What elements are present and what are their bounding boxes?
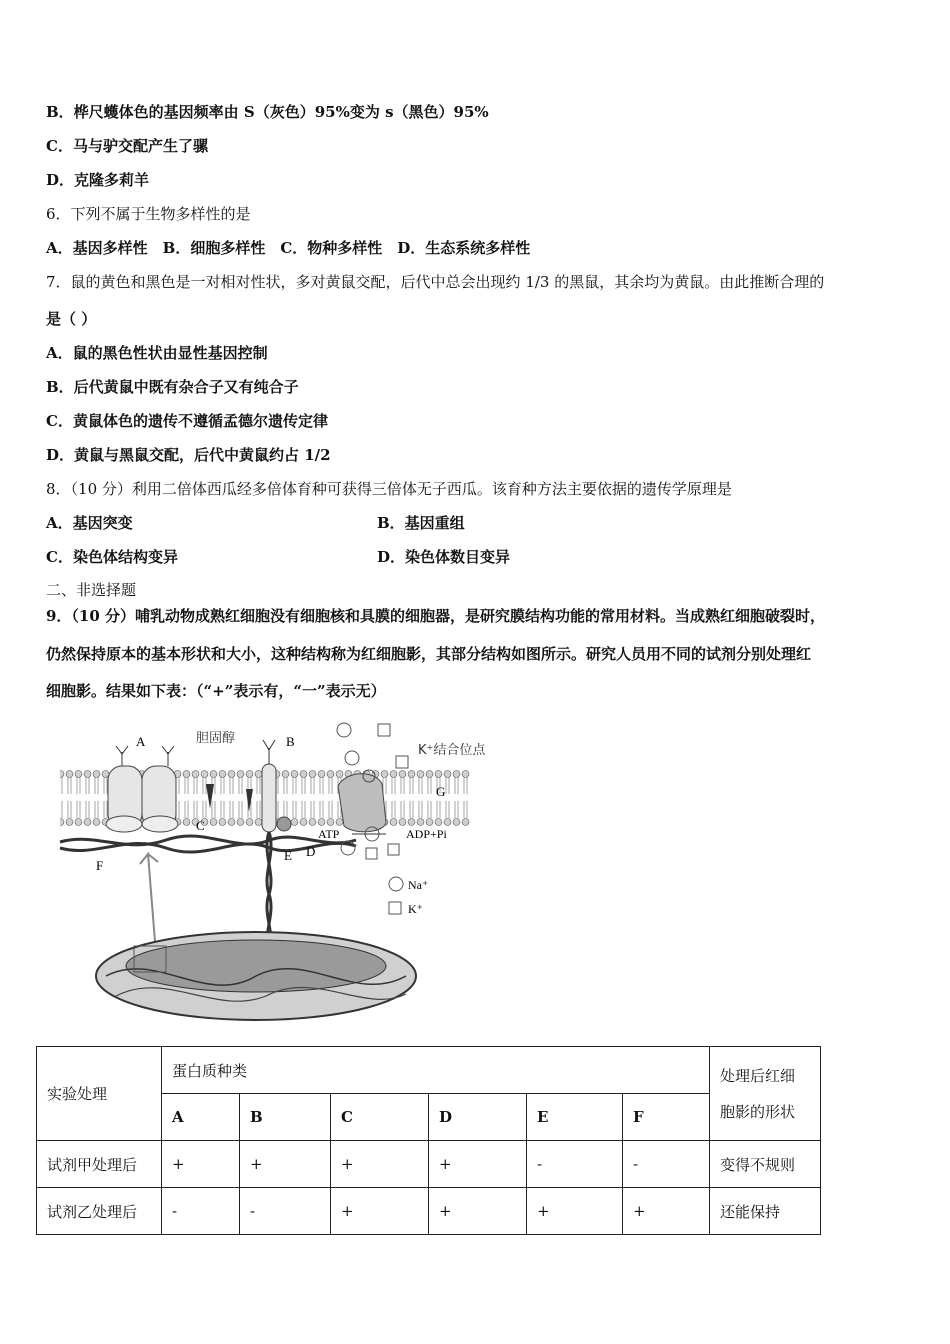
cell: -	[623, 1141, 710, 1188]
table-row	[37, 1188, 821, 1235]
label-g: G	[436, 784, 446, 799]
label-d: D	[306, 844, 316, 859]
label-c: C	[196, 818, 205, 833]
label-adp: ADP+Pi	[406, 827, 447, 841]
protein-c: C	[331, 1094, 429, 1141]
label-atp: ATP	[318, 827, 340, 841]
row-name: 试剂甲处理后	[37, 1141, 162, 1188]
q6-stem: 6．下列不属于生物多样性的是	[46, 205, 251, 223]
q9-stem-2: 仍然保持原本的基本形状和大小，这种结构称为红细胞影，其部分结构如图所示。研究人员用不同的试剂分别处理红	[46, 645, 812, 663]
cell: -	[527, 1141, 623, 1188]
protein-a: A	[162, 1094, 240, 1141]
q9-stem-1: 9．（10 分）哺乳动物成熟红细胞没有细胞核和具膜的细胞器，是研究膜结构功能的常用材料。当成熟红细胞破裂时，	[46, 607, 826, 625]
cell: +	[429, 1141, 527, 1188]
section-heading: 二、非选择题	[46, 581, 137, 599]
legend-k: K⁺	[408, 902, 423, 916]
row-name: 试剂乙处理后	[37, 1188, 162, 1235]
header-protein: 蛋白质种类	[162, 1047, 710, 1094]
protein-e: E	[527, 1094, 623, 1141]
membrane-figure	[56, 714, 516, 1034]
cell: -	[240, 1188, 331, 1235]
header-shape: 处理后红细 胞影的形状	[710, 1047, 821, 1141]
cell: +	[331, 1141, 429, 1188]
q7-stem-1: 7．鼠的黄色和黑色是一对相对性状，多对黄鼠交配，后代中总会出现约 1/3 的黑鼠，其余均为黄鼠。由此推断合理的	[46, 273, 825, 291]
q7-option-c: C．黄鼠体色的遗传不遵循孟德尔遗传定律	[46, 412, 328, 430]
cell: +	[162, 1141, 240, 1188]
q8-option-c: C．染色体结构变异	[46, 548, 178, 566]
q8-option-d: D．染色体数目变异	[377, 548, 511, 566]
row-shape: 还能保持	[710, 1188, 821, 1235]
label-a: A	[136, 734, 146, 749]
protein-d: D	[429, 1094, 527, 1141]
q7-option-b: B．后代黄鼠中既有杂合子又有纯合子	[46, 378, 299, 396]
protein-b: B	[240, 1094, 331, 1141]
results-table	[36, 1046, 821, 1235]
table-row	[37, 1141, 821, 1188]
label-e: E	[284, 848, 292, 863]
q7-option-d: D．黄鼠与黑鼠交配，后代中黄鼠约占 1/2	[46, 446, 331, 464]
q7-stem-2: 是（ ）	[46, 310, 97, 328]
q8-stem: 8．（10 分）利用二倍体西瓜经多倍体育种可获得三倍体无子西瓜。该育种方法主要依据的遗传学原理是	[46, 480, 732, 498]
q7-option-a: A．鼠的黑色性状由显性基因控制	[46, 344, 268, 362]
q8-option-b: B．基因重组	[377, 514, 465, 532]
cell: +	[240, 1141, 331, 1188]
protein-f: F	[623, 1094, 710, 1141]
q5-option-b: B．桦尺蠖体色的基因频率由 S（灰色）95%变为 s（黑色）95%	[46, 103, 489, 121]
cell: +	[623, 1188, 710, 1235]
cell: +	[527, 1188, 623, 1235]
label-b: B	[286, 734, 295, 749]
cell: +	[331, 1188, 429, 1235]
label-f: F	[96, 858, 104, 873]
cell: +	[429, 1188, 527, 1235]
cell: -	[162, 1188, 240, 1235]
q6-options: A．基因多样性 B．细胞多样性 C．物种多样性 D．生态系统多样性	[46, 239, 531, 257]
row-shape: 变得不规则	[710, 1141, 821, 1188]
header-treatment: 实验处理	[37, 1047, 162, 1141]
legend-na: Na⁺	[408, 878, 429, 892]
label-cholesterol: 胆固醇	[196, 731, 236, 746]
q9-stem-3: 细胞影。结果如下表：（“+”表示有，“一”表示无）	[46, 682, 386, 700]
label-k-site: K⁺结合位点	[418, 743, 486, 758]
q5-option-d: D．克隆多莉羊	[46, 171, 150, 189]
q8-option-a: A．基因突变	[46, 514, 133, 532]
q5-option-c: C．马与驴交配产生了骡	[46, 137, 208, 155]
